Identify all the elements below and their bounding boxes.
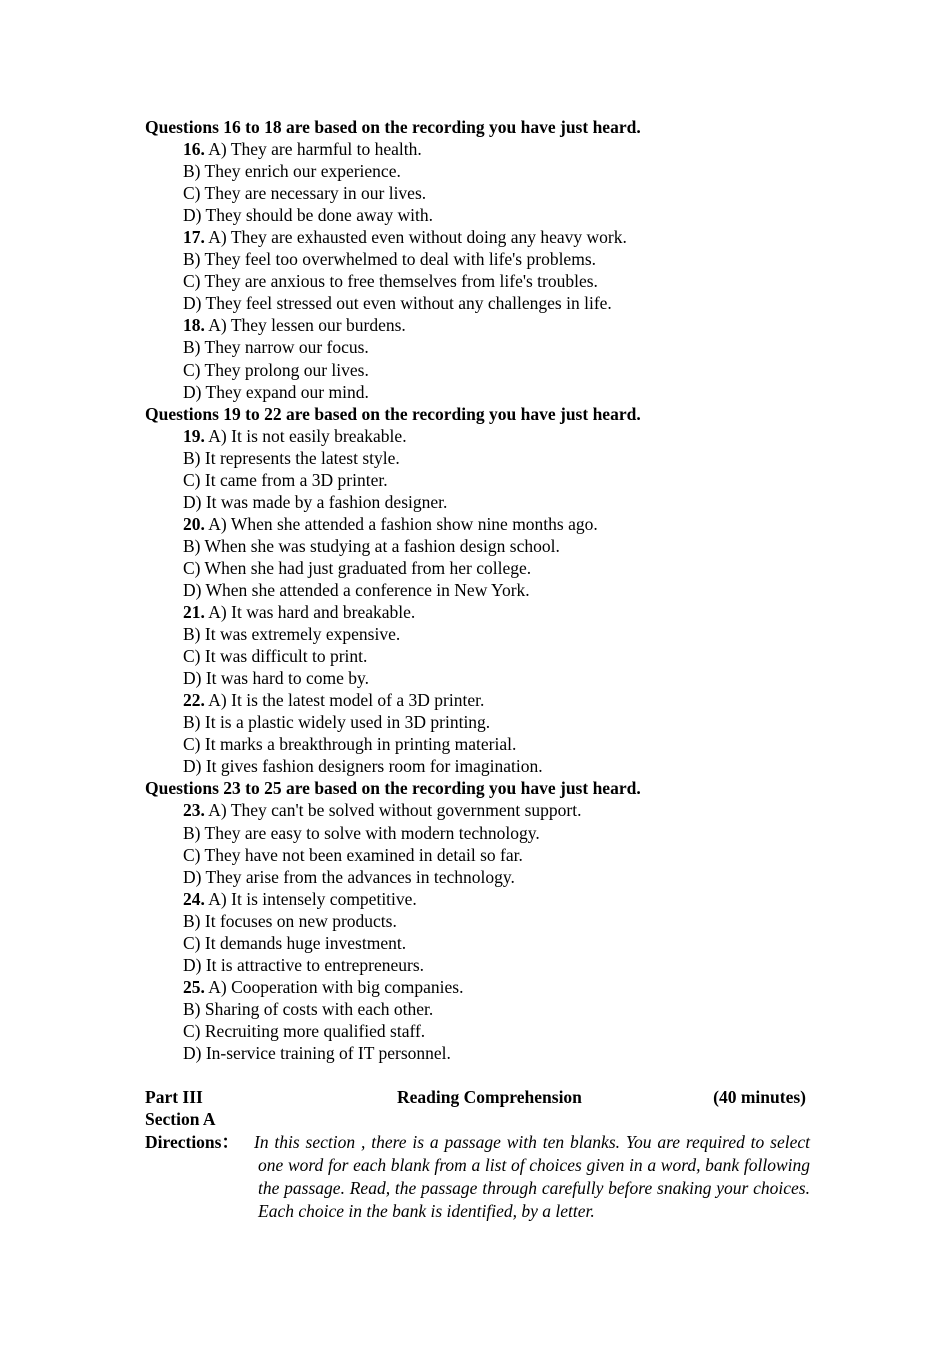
question-option: B) They are easy to solve with modern technology.	[183, 822, 540, 843]
directions-label: Directions：	[145, 1132, 239, 1153]
option-text: A) They are harmful to health.	[208, 139, 422, 160]
option-text: A) It is not easily breakable.	[208, 425, 407, 446]
option-text: A) They lessen our burdens.	[208, 315, 406, 336]
question-option	[145, 226, 810, 248]
question-option: C) It was difficult to print.	[183, 646, 368, 667]
question-option	[145, 314, 810, 336]
question-option: C) They are anxious to free themselves from life's troubles.	[183, 271, 598, 292]
option-text: A) Cooperation with big companies.	[208, 976, 464, 997]
question-number: 24.	[183, 888, 205, 909]
question-option: B) It is a plastic widely used in 3D printing.	[183, 712, 491, 733]
question-group-heading: Questions 16 to 18 are based on the recording you have just heard.	[145, 117, 641, 137]
question-option: D) When she attended a conference in New York.	[183, 579, 530, 600]
question-option	[145, 138, 810, 160]
question-option	[145, 888, 810, 910]
option-text: A) When she attended a fashion show nine months ago.	[208, 513, 598, 534]
question-group-heading: Questions 23 to 25 are based on the recording you have just heard.	[145, 778, 641, 799]
part-title: Reading Comprehension	[397, 1087, 582, 1108]
question-number: 23.	[183, 800, 205, 821]
question-option: D) They expand our mind.	[183, 381, 369, 402]
question-option	[145, 689, 810, 711]
question-option	[145, 601, 810, 623]
part-label: Part III	[145, 1087, 203, 1108]
question-number: 21.	[183, 602, 205, 623]
question-option: B) Sharing of costs with each other.	[183, 998, 434, 1019]
question-option: D) It gives fashion designers room for imagination.	[183, 756, 543, 777]
question-option: C) When she had just graduated from her college.	[183, 557, 532, 578]
question-option: C) They are necessary in our lives.	[183, 183, 427, 204]
question-option: D) They arise from the advances in technology.	[183, 866, 515, 887]
part-time-limit: (40 minutes)	[713, 1087, 806, 1108]
question-option	[145, 425, 810, 447]
section-label: Section A	[145, 1109, 216, 1130]
option-text: A) It was hard and breakable.	[208, 602, 416, 623]
question-number: 25.	[183, 976, 205, 997]
part-header	[145, 1086, 810, 1108]
directions-text: In this section , there is a passage with ten blanks. You are required to select one word for each blank from a list of choices given in a word, bank following the passage. Read, the passage through carefully before snaking your choices. Each choice in the bank is identified, by a letter.	[254, 1132, 810, 1222]
question-option: B) They enrich our experience.	[183, 161, 401, 182]
question-option: D) It was made by a fashion designer.	[183, 491, 448, 512]
question-option: C) It demands huge investment.	[183, 932, 407, 953]
question-option: D) In-service training of IT personnel.	[183, 1042, 451, 1063]
question-option: D) It is attractive to entrepreneurs.	[183, 954, 425, 975]
question-group-heading: Questions 19 to 22 are based on the recording you have just heard.	[145, 403, 641, 424]
question-number: 20.	[183, 513, 205, 534]
question-option: C) It marks a breakthrough in printing material.	[183, 734, 517, 755]
question-number: 22.	[183, 690, 205, 711]
question-option: B) It was extremely expensive.	[183, 624, 401, 645]
question-option: C) It came from a 3D printer.	[183, 469, 388, 490]
question-option: C) They prolong our lives.	[183, 359, 369, 380]
question-option: B) It focuses on new products.	[183, 910, 397, 931]
question-option: C) They have not been examined in detail so far.	[183, 844, 523, 865]
question-number: 17.	[183, 227, 205, 248]
question-option: B) They narrow our focus.	[183, 337, 369, 358]
question-option	[145, 799, 810, 821]
option-text: A) They are exhausted even without doing any heavy work.	[208, 227, 627, 248]
document-page	[145, 116, 810, 1223]
question-option: D) It was hard to come by.	[183, 668, 369, 689]
question-option	[145, 976, 810, 998]
question-number: 19.	[183, 425, 205, 446]
option-text: A) It is intensely competitive.	[208, 888, 417, 909]
question-option: D) They should be done away with.	[183, 205, 433, 226]
question-option: C) Recruiting more qualified staff.	[183, 1020, 426, 1041]
directions-block	[145, 1131, 810, 1223]
question-number: 18.	[183, 315, 205, 336]
question-option: B) When she was studying at a fashion design school.	[183, 535, 560, 556]
question-option: D) They feel stressed out even without any challenges in life.	[183, 293, 612, 314]
option-text: A) It is the latest model of a 3D printer.	[208, 690, 485, 711]
question-number: 16.	[183, 139, 205, 160]
question-option	[145, 513, 810, 535]
spacer	[145, 1064, 810, 1086]
question-option: B) It represents the latest style.	[183, 447, 400, 468]
option-text: A) They can't be solved without government support.	[208, 800, 582, 821]
question-option: B) They feel too overwhelmed to deal with life's problems.	[183, 249, 597, 270]
